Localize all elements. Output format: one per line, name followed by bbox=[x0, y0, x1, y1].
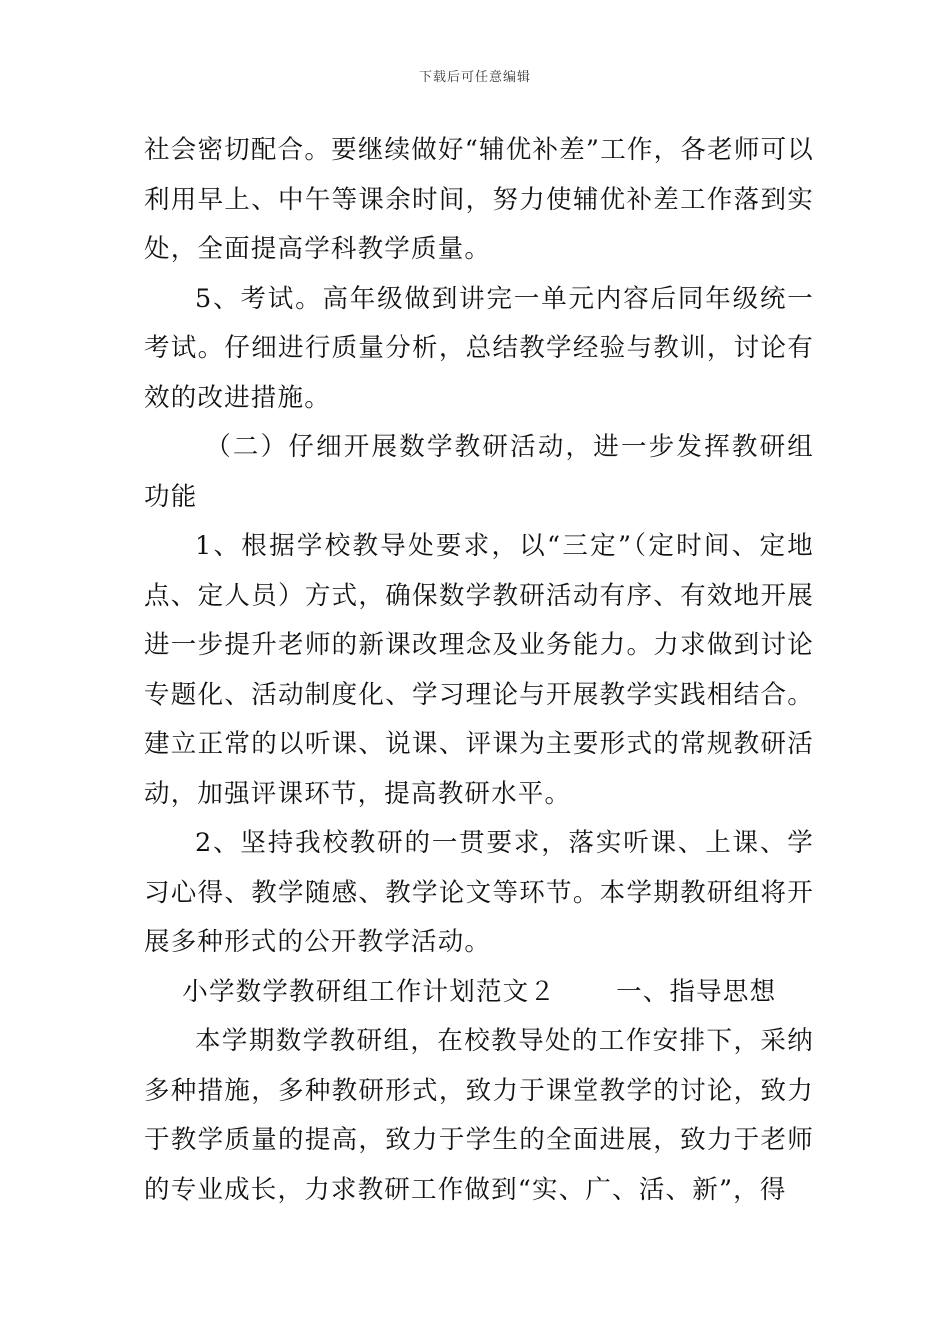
essay-title: 小学数学教研组工作计划范文２ bbox=[182, 976, 557, 1007]
section-guiding-ideology: 一、指导思想 bbox=[616, 976, 777, 1007]
essay-title-line bbox=[144, 968, 814, 1018]
paragraph-three-fixed: 1、根据学校教导处要求，以“三定”（定时间、定地点、定人员）方式，确保数学教研活动有序、有效地开展进一步提升老师的新课改理念及业务能力。力求做到讨论专题化、活动制度化、学习理论与开展教学实践相结合。建立正常的以听课、说课、评课为主要形式的常规教研活动，加强评课环节，提高教研水平。 bbox=[144, 531, 814, 809]
paragraph-insist-research: 2、坚持我校教研的一贯要求，落实听课、上课、学习心得、教学随感、教学论文等环节。本学期教研组将开展多种形式的公开教学活动。 bbox=[144, 828, 814, 957]
paragraph-continuation: 社会密切配合。要继续做好“辅优补差”工作，各老师可以利用早上、中午等课余时间，努力使辅优补差工作落到实处，全面提高学科教学质量。 bbox=[144, 135, 814, 264]
document-body bbox=[144, 126, 814, 1215]
page-header-note: 下载后可任意编辑 bbox=[418, 70, 531, 85]
paragraph-exam: 5、考试。高年级做到讲完一单元内容后同年级统一考试。仔细进行质量分析，总结教学经验与教训，讨论有效的改进措施。 bbox=[144, 283, 814, 413]
section-heading-research: （二）仔细开展数学教研活动，进一步发挥教研组功能 bbox=[144, 432, 814, 512]
paragraph-semester-intro: 本学期数学教研组，在校教导处的工作安排下，采纳多种措施，多种教研形式，致力于课堂教学的讨论，致力于教学质量的提高，致力于学生的全面进展，致力于老师的专业成长，力求教研工作做到“实、广、活、新”，得 bbox=[144, 1026, 814, 1205]
